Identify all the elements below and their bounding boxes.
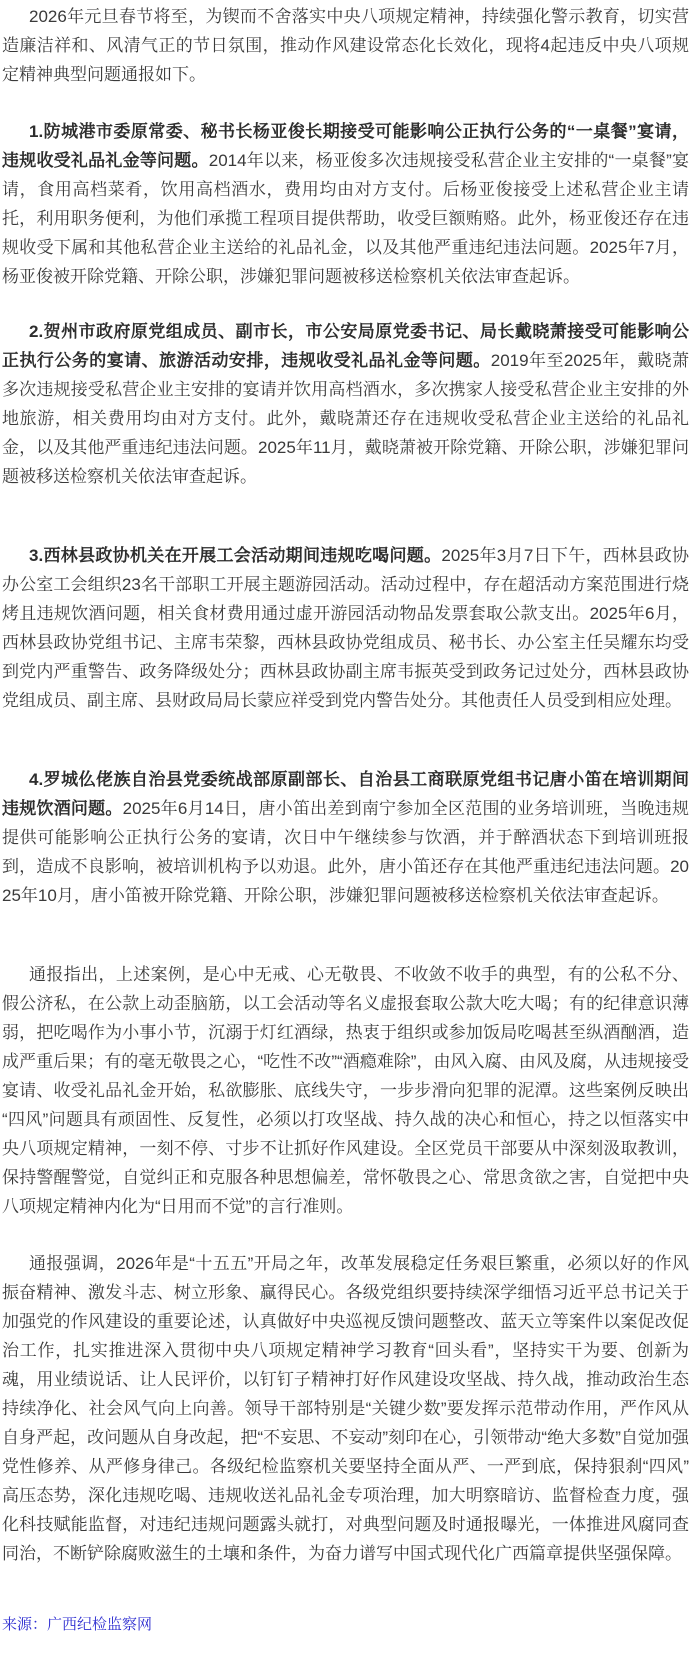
case-4-detail: 2025年6月14日，唐小笛出差到南宁参加全区范围的业务培训班，当晚违规提供可能影响公正执行公务的宴请，次日中午继续参与饮酒，并于醉酒状态下到培训班报到，造成不良影响，被培训机构予以劝退。此外，唐小笛还存在其他严重违纪违法问题。2025年10月，唐小笛被开除党籍、开除公职，涉嫌犯罪问题被移送检察机关依法审查起诉。: [2, 799, 689, 905]
closing-emphasized-paragraph: 通报强调，2026年是“十五五”开局之年，改革发展稳定任务艰巨繁重，必须以好的作风振奋精神、激发斗志、树立形象、赢得民心。各级党组织要持续深学细悟习近平总书记关于加强党的作风建设的重要论述，认真做好中央巡视反馈问题整改、蓝天立等案件以案促改促治工作，扎实推进深入贯彻中央八项规定精神学习教育“回头看”，坚持实干为要、创新为魂，用业绩说话、让人民评价，以钉钉子精神打好作风建设攻坚战、持久战，推动政治生态持续净化、社会风气向上向善。领导干部特别是“关键少数”要发挥示范带动作用，严作风从自身严起，改问题从自身改起，把“不妄思、不妄动”刻印在心，引领带动“绝大多数”自觉加强党性修养、从严修身律己。各级纪检监察机关要坚持全面从严、一严到底，保持狠刹“四风”高压态势，深化违规吃喝、违规收送礼品礼金专项治理，加大明察暗访、监督检查力度，强化科技赋能监督，对违纪违规问题露头就打，对典型问题及时通报曝光，一体推进风腐同查同治，不断铲除腐败滋生的土壤和条件，为奋力谱写中国式现代化广西篇章提供坚强保障。: [2, 1254, 689, 1563]
case-1-detail: 2014年以来，杨亚俊多次违规接受私营企业主安排的“一桌餐”宴请，食用高档菜肴，饮用高档酒水，费用均由对方支付。后杨亚俊接受上述私营企业主请托，利用职务便利，为他们承揽工程项目提供帮助，收受巨额贿赂。此外，杨亚俊还存在违规收受下属和其他私营企业主送给的礼品礼金，以及其他严重违纪违法问题。2025年7月，杨亚俊被开除党籍、开除公职，涉嫌犯罪问题被移送检察机关依法审查起诉。: [2, 151, 690, 286]
source-line: [2, 1614, 689, 1635]
case-3-title: 3.西林县政协机关在开展工会活动期间违规吃喝问题。: [29, 546, 442, 565]
case-1-paragraph: [2, 117, 689, 291]
source-label: 来源：: [2, 1616, 48, 1633]
case-4-title: 4.罗城仫佬族自治县党委统战部原副部长、自治县工商联原党组书记唐小笛在培训期间违规饮酒问题。: [2, 770, 689, 818]
case-1-title: 1.防城港市委原常委、秘书长杨亚俊长期接受可能影响公正执行公务的“一桌餐”宴请，违规收受礼品礼金等问题。: [2, 122, 689, 170]
case-2-title: 2.贺州市政府原党组成员、副市长，市公安局原党委书记、局长戴晓萧接受可能影响公正执行公务的宴请、旅游活动安排，违规收受礼品礼金等问题。: [2, 322, 689, 370]
case-2-paragraph: [2, 317, 689, 491]
source-link[interactable]: 广西纪检监察网: [47, 1616, 153, 1633]
case-2-detail: 2019年至2025年，戴晓萧多次违规接受私营企业主安排的宴请并饮用高档酒水，多次携家人接受私营企业主安排的外地旅游，相关费用均由对方支付。此外，戴晓萧还存在违规收受私营企业主送给的礼品礼金，以及其他严重违纪违法问题。2025年11月，戴晓萧被开除党籍、开除公职，涉嫌犯罪问题被移送检察机关依法审查起诉。: [2, 351, 690, 486]
case-4-paragraph: [2, 765, 689, 910]
closing-pointed-out-paragraph: 通报指出，上述案例，是心中无戒、心无敬畏、不收敛不收手的典型，有的公私不分、假公济私，在公款上动歪脑筋，以工会活动等名义虚报套取公款大吃大喝；有的纪律意识薄弱，把吃喝作为小事小节，沉溺于灯红酒绿，热衷于组织或参加饭局吃喝甚至纵酒酗酒，造成严重后果；有的毫无敬畏之心，“吃性不改”“酒瘾难除”，由风入腐、由风及腐，从违规接受宴请、收受礼品礼金开始，私欲膨胀、底线失守，一步步滑向犯罪的泥潭。这些案例反映出“四风”问题具有顽固性、反复性，必须以打攻坚战、持久战的决心和恒心，持之以恒落实中央八项规定精神，一刻不停、寸步不让抓好作风建设。全区党员干部要从中深刻汲取教训，保持警醒警觉，自觉纠正和克服各种思想偏差，常怀敬畏之心、常思贪欲之害，自觉把中央八项规定精神内化为“日用而不觉”的言行准则。: [2, 965, 689, 1216]
case-3-detail: 2025年3月7日下午，西林县政协办公室工会组织23名干部职工开展主题游园活动。活动过程中，存在超活动方案范围进行烧烤且违规饮酒问题，相关食材费用通过虚开游园活动物品发票套取公款支出。2025年6月，西林县政协党组书记、主席韦荣黎，西林县政协党组成员、秘书长、办公室主任吴耀东均受到党内严重警告、政务降级处分；西林县政协副主席韦振英受到政务记过处分，西林县政协党组成员、副主席、县财政局局长蒙应祥受到党内警告处分。其他责任人员受到相应处理。: [2, 546, 689, 710]
intro-paragraph: 2026年元旦春节将至，为锲而不舍落实中央八项规定精神，持续强化警示教育，切实营造廉洁祥和、风清气正的节日氛围，推动作风建设常态化长效化，现将4起违反中央八项规定精神典型问题通报如下。: [2, 7, 689, 84]
case-3-paragraph: [2, 541, 689, 715]
